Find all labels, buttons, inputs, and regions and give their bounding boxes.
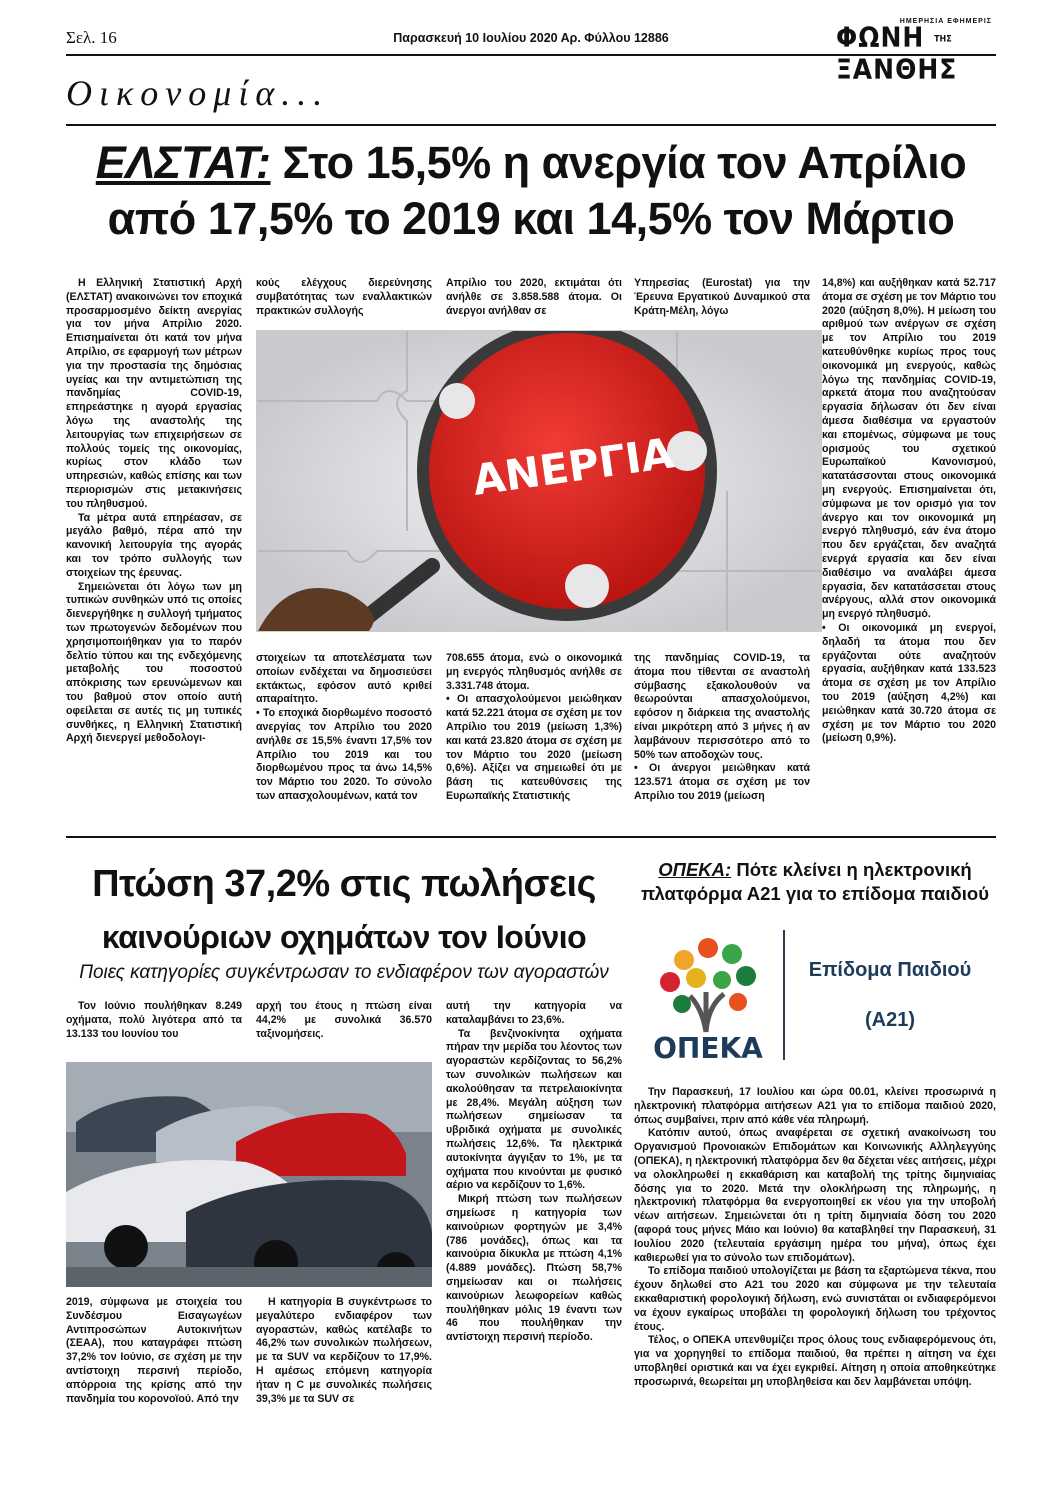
article-column-2-bottom: στοιχείων τα αποτελέσματα των οποίων ενδέχεται να δημοσιεύσει εκτάκτως, εφόσον αυτό κριθεί απαραίτητο. • Το εποχικά διορθωμένο ποσοστό ανεργίας τον Απρίλιο του 2020 ανήλθε σε 15,5% έναντι 17,5% τον Απρίλιο του 2019 και του διορθωμένου προς τα άνω 14,5% τον Μάρτιο του 2020. Το σύνολο των απασχολουμένων, κατά τον xyxy=(256,652,432,802)
page-number: Σελ. 16 xyxy=(66,28,117,47)
masthead-article: ΤΗΣ xyxy=(934,33,952,44)
logo-title: Επίδομα Παιδιού xyxy=(808,959,972,981)
cars-column-3: αυτή την κατηγορία να καταλαμβάνει το 23,6%. Τα βενζινοκίνητα οχήματα πήραν την μερίδα του λέοντος των αγοραστών κερδίζοντας το 56,2% των συνολικών πωλήσεων και ακολούθησαν τα πετρελαιοκίνητα με 28,4%. Μεγάλη αύξηση των πωλήσεων σημείωσαν τα υβριδικά οχήματα με συνολικές πωλήσεις 12,6%. Τα ηλεκτρικά αυτοκίνητα άγγιξαν το 1%, με τα οχήματα που κινούνται με φυσικό αέριο να κερδίζουν το 1,6%. Μικρή πτώση των πωλήσεων σημείωσε η κατηγορία των καινούριων φορτηγών με 3,4% (786 μονάδες), όπως και τα καινούρια δίκυκλα με πτώση 4,1% (4.889 μονάδες). Πτώση 58,7% σημείωσαν και οι πωλήσεις καινούριων λεωφορείων καθώς πουλήθηκαν μόλις 19 έναντι των 46 που πουλήθηκαν την αντίστοιχη περσινή περίοδο. xyxy=(446,1000,622,1344)
opeka-headline: ΟΠΕΚΑ: Πότε κλείνει η ηλεκτρονική πλατφόρμα Α21 για το επίδομα παιδιού xyxy=(640,859,989,904)
cars-column-1-top: Τον Ιούνιο πουλήθηκαν 8.249 οχήματα, πολύ λιγότερα από τα 13.133 του Ιουνίου του xyxy=(66,1000,242,1040)
cars-column-2-top: αρχή του έτους η πτώση είναι 44,2% με συνολικά 36.570 ταξινομήσεις. xyxy=(256,1000,432,1040)
paragraph: Το επίδομα παιδιού υπολογίζεται με βάση τα εξαρτώμενα τέκνα, που έχουν δηλωθεί στο Α21 του 2020 και σύμφωνα με την τελευταία εκκαθαριστική φορολογική δήλωση, ενώ συνιστάται οι ενδιαφερόμενοι να έχουν εγκαίρως υποβάλει τη φορολογική δήλωση του τρέχοντος έτους. xyxy=(634,1265,996,1333)
article-column-5: 14,8%) και αυξήθηκαν κατά 52.717 άτομα σε σχέση με τον Μάρτιο του 2020 (αύξηση 8,0%). Η μείωση του αριθμού των ανέργων σε σχέση με τον Απρίλιο του 2019 κατευθύνθηκε κυρίως προς τους οικονομικά μη ενεργούς, καθώς λόγω της πανδημίας COVID-19, αρκετά άτομα που αναζητούσαν εργασία δήλωσαν ότι δεν είναι άμεσα διαθέσιμα να εργαστούν και επομένως, σύμφωνα με τους ορισμούς του σχετικού Ευρωπαϊκού Κανονισμού, κατατάσσονται στους οικονομικά μη ενεργούς. Επισημαίνεται ότι, σύμφωνα με τον ορισμό για τον άνεργο και τον οικονομικά μη ενεργό πληθυσμό, εάν ένα άτομο που δεν εργάζεται, δεν αναζητά ενεργά εργασία και δεν είναι διαθέσιμο να αναλάβει άμεσα εργασία, δεν κατατάσσεται στους ανέργους, αλλά στον οικονομικά μη ενεργό πληθυσμό. • Οι οικονομικά μη ενεργοί, δηλαδή τα άτομα που δεν εργάζονται ούτε αναζητούν εργασία, αυξήθηκαν κατά 133.523 άτομα σε σχέση με τον Απρίλιο του 2019 (αύξηση 4,2%) και μειώθηκαν κατά 30.720 άτομα σε σχέση με τον Μάρτιο του 2020 (μείωση 0,9%). xyxy=(822,277,996,745)
image-word: ΑΝΕΡΓΙΑ xyxy=(469,428,677,505)
paragraph: Σημειώνεται ότι λόγω των μη τυπικών συνθηκών υπό τις οποίες διενεργήθηκε η συλλογή τμήματος των πρωτογενών δεδομένων που χρησιμοποιήθηκαν για το παρόν δελτίο τύπου και της ενδεχόμενης μεταβολής του ποσοστού απόκρισης των ερευνώμενων και του βαθμού στον οποίο αυτή οφείλεται σε αυτές τις μη τυπικές συνθήκες, η Ελληνική Στατιστική Αρχή διενεργεί μεθοδολογι- xyxy=(66,580,242,745)
article-column-1 xyxy=(66,277,242,746)
masthead-word-1: ΦΩΝΗ xyxy=(836,21,925,53)
opeka-body xyxy=(634,1086,996,1390)
headline-line-2: από 17,5% το 2019 και 14,5% τον Μάρτιο xyxy=(107,193,955,244)
divider xyxy=(66,124,996,126)
puzzle-illustration xyxy=(257,331,822,632)
paragraph: Κατόπιν αυτού, όπως αναφέρεται σε σχετική ανακοίνωση του Οργανισμού Προνοιακών Επιδομάτων και Κοινωνικής Αλληλεγγύης (ΟΠΕΚΑ), η ηλεκτρονική πλατφόρμα δεν θα δέχεται νέες αιτήσεις, μέχρι να ολοκληρωθεί η εκκαθάριση και καταβολή της τρίτης διμηνιαίας δόσης για το 2020. Μετά την ολοκλήρωση της πληρωμής, η ηλεκτρονική πλατφόρμα θα ενεργοποιηθεί εκ νέου για την υποβολή νέων αιτήσεων. Σημειώνεται ότι η τρίτη διμηνιαία δόση του 2020 (αφορά τους μήνες Μάιο και Ιούνιο) θα καταβληθεί την Παρασκευή, 31 Ιουλίου 2020 (τελευταία εργάσιμη ημέρα του μήνα), όπως έχει καθιερωθεί για το σύνολο των επιδομάτων). xyxy=(634,1127,996,1264)
opeka-logo-text: ΟΠΕΚΑ xyxy=(653,1032,763,1065)
cars-subheadline: Ποιες κατηγορίες συγκέντρωσαν το ενδιαφέρον των αγοραστών xyxy=(79,962,609,983)
article-column-4-bottom: της πανδημίας COVID-19, τα άτομα που τίθενται σε αναστολή σύμβασης εξακολουθούν να θεωρούνται απασχολούμενοι, εφόσον η διάρκεια της αναστολής είναι μικρότερη από 3 μήνες ή αν λαμβάνουν περισσότερο από το 50% των αποδοχών τους. • Οι άνεργοι μειώθηκαν κατά 123.571 άτομα σε σχέση με τον Απρίλιο του 2019 (μείωση xyxy=(634,652,810,802)
article-column-3-bottom: 708.655 άτομα, ενώ ο οικονομικά μη ενεργός πληθυσμός ανήλθε σε 3.331.748 άτομα. • Οι απασχολούμενοι μειώθηκαν κατά 52.221 άτομα σε σχέση με τον Απρίλιο του 2019 (μείωση 1,3%) και κατά 23.820 άτομα σε σχέση με τον Μάρτιο του 2020 (μείωση 0,6%). Αξίζει να σημειωθεί ότι με βάση τις κατευθύνσεις της Ευρωπαϊκής Στατιστικής xyxy=(446,652,622,802)
cars-column-1-bottom: 2019, σύμφωνα με στοιχεία του Συνδέσμου Εισαγωγέων Αντιπροσώπων Αυτοκινήτων (ΣΕΑΑ), που καταγράφει πτώση 37,2% τον Ιούνιο, σε σχέση με την αντίστοιχη περσινή περίοδο, απόρροια της κρίσης από την πανδημία του κορονοϊού. Από την xyxy=(66,1296,242,1405)
article-column-2-top: κούς ελέγχους διερεύνησης συμβατότητας των εναλλακτικών πρακτικών συλλογής xyxy=(256,277,432,317)
paragraph: Η Ελληνική Στατιστική Αρχή (ΕΛΣΤΑΤ) ανακοινώνει τον εποχικά προσαρμοσμένο δείκτη ανεργίας για τον μήνα Απρίλιο 2020. Επισημαίνεται ότι κατά τον μήνα Απρίλιο, σε εφαρμογή των μέτρων για την προστασία της δημόσιας υγείας και την αντιμετώπιση της πανδημίας COVID-19, επηρεάστηκε η αγορά εργασίας λόγω της αναστολής της λειτουργίας των επιχειρήσεων σε πολλούς τομείς της οικονομίας, κυρίως στον κλάδο των υπηρεσιών, καθώς επίσης και των περιορισμών στις μετακινήσεις του πληθυσμού. xyxy=(66,277,242,510)
cars-headline: Πτώση 37,2% στις πωλήσεις καινούριων οχημάτων τον Ιούνιο xyxy=(92,863,596,955)
section-title: Οικονομία... xyxy=(66,73,330,113)
paragraph: Τέλος, ο ΟΠΕΚΑ υπενθυμίζει προς όλους τους ενδιαφερόμενους ότι, για να χορηγηθεί το επίδομα παιδιού, θα πρέπει η αίτηση να έχει υποβληθεί οριστικά και να έχει εγκριθεί. Αίτηση η οποία αποθηκεύτηκε προσωρινά, θεωρείται μη υποβληθείσα και δεν λαμβάνεται υπόψη. xyxy=(634,1334,996,1388)
paragraph: Τα μέτρα αυτά επηρέασαν, σε μεγάλο βαθμό, πέρα από την κανονική λειτουργία της αγοράς και τον τρόπο συλλογής των στοιχείων της έρευνας. xyxy=(66,511,242,579)
article-headline xyxy=(66,135,996,247)
paragraph: Την Παρασκευή, 17 Ιουλίου και ώρα 00.01, κλείνει προσωρινά η ηλεκτρονική πλατφόρμα αιτήσεων Α21 για το επίδομα παιδιού 2020, όπως συμβαίνει, πριν από κάθε νέα πληρωμή. xyxy=(634,1086,996,1126)
masthead-word-2: ΞΑΝΘΗΣ xyxy=(836,53,958,85)
cars-illustration xyxy=(66,1062,432,1287)
unemployment-puzzle-image xyxy=(256,330,822,632)
headline-lead: ΕΛΣΤΑΤ: xyxy=(95,137,271,188)
article-column-4-top: Υπηρεσίας (Eurostat) για την Έρευνα Εργατικού Δυναμικού στα Κράτη-Μέλη, λόγω xyxy=(634,277,810,317)
logo-code: (Α21) xyxy=(864,1009,916,1031)
divider xyxy=(66,836,996,838)
opeka-tree-logo xyxy=(634,920,996,1068)
headline-line-1: Στο 15,5% η ανεργία τον Απρίλιο xyxy=(270,137,967,188)
article-column-3-top: Απρίλιο του 2020, εκτιμάται ότι ανήλθε σε 3.858.588 άτομα. Οι άνεργοι ανήλθαν σε xyxy=(446,277,622,317)
cars-column-2-bottom: Η κατηγορία Β συγκέντρωσε το μεγαλύτερο ενδιαφέρον των αγοραστών, καθώς κατέλαβε το 46,2% των συνολικών πωλήσεων, με τα SUV να κερδίζουν το 17,9%. Η αμέσως επόμενη κατηγορία ήταν η C με συνολικές πωλήσεις 39,3% με τα SUV σε xyxy=(256,1296,432,1405)
masthead-tagline: ΗΜΕΡΗΣΙΑ ΕΦΗΜΕΡΙΣ xyxy=(899,18,992,25)
page-header xyxy=(66,18,996,85)
cars-photo xyxy=(66,1062,432,1287)
opeka-logo xyxy=(634,920,996,1068)
masthead-logo xyxy=(836,18,996,85)
issue-info: Παρασκευή 10 Ιουλίου 2020 Αρ. Φύλλου 12886 xyxy=(393,31,669,45)
